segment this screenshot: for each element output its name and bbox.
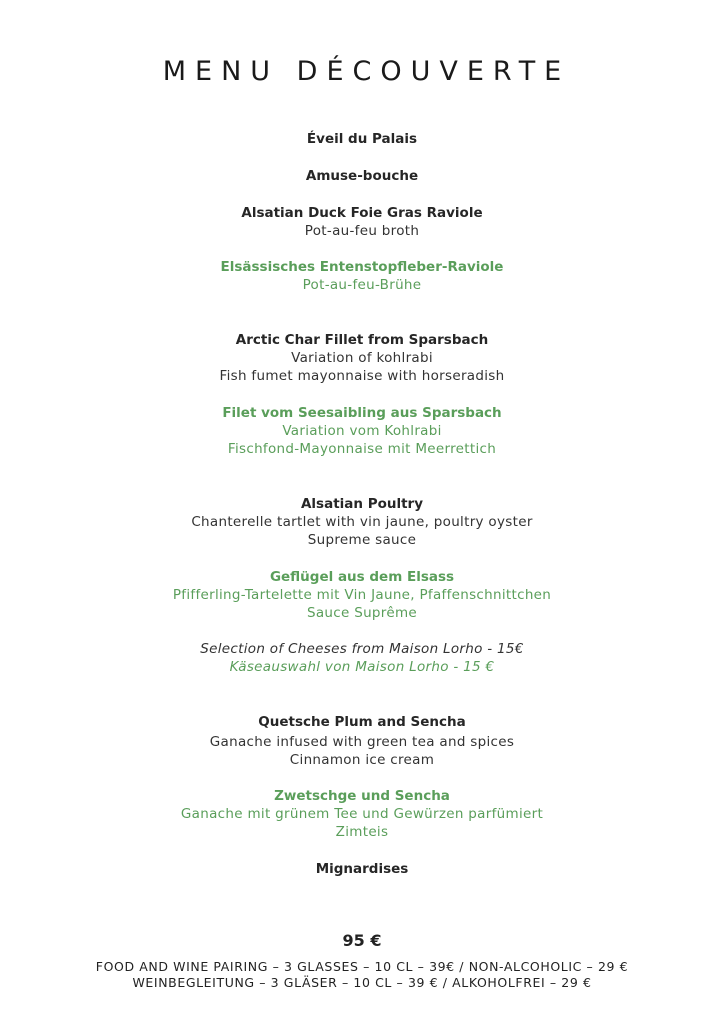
cheese-de: Käseauswahl von Maison Lorho - 15 € <box>229 659 495 675</box>
course4-desc-en-2: Cinnamon ice cream <box>289 752 435 768</box>
course1-desc-de-1: Pot-au-feu-Brühe <box>302 277 422 293</box>
course4-name-en: Quetsche Plum and Sencha <box>258 714 466 730</box>
course1-name-en: Alsatian Duck Foie Gras Raviole <box>241 205 483 221</box>
course1-name-de: Elsässisches Entenstopfleber-Raviole <box>220 259 504 275</box>
course3-desc-en-1: Chanterelle tartlet with vin jaune, poultry oyster <box>191 514 533 530</box>
cheese-en: Selection of Cheeses from Maison Lorho - 15€ <box>200 641 524 657</box>
course3-desc-de-1: Pfifferling-Tartelette mit Vin Jaune, Pfaffenschnittchen <box>172 587 552 603</box>
course2-name-de: Filet vom Seesaibling aus Sparsbach <box>222 405 502 421</box>
course2-desc-de-2: Fischfond-Mayonnaise mit Meerrettich <box>227 441 497 457</box>
course4-name-de: Zwetschge und Sencha <box>274 788 450 804</box>
amuse-heading: Amuse-bouche <box>305 168 419 184</box>
course2-name-en: Arctic Char Fillet from Sparsbach <box>235 332 489 348</box>
mignardises-heading: Mignardises <box>315 861 409 877</box>
menu-price: 95 € <box>342 931 382 950</box>
course2-desc-en-1: Variation of kohlrabi <box>291 350 433 366</box>
pairing-de: WEINBEGLEITUNG – 3 GLÄSER – 10 CL – 39 € / ALKOHOLFREI – 29 € <box>132 975 592 990</box>
course3-name-de: Geflügel aus dem Elsass <box>269 569 455 585</box>
course2-desc-en-2: Fish fumet mayonnaise with horseradish <box>219 368 505 384</box>
course4-desc-de-1: Ganache mit grünem Tee und Gewürzen parfümiert <box>180 806 544 822</box>
course3-name-en: Alsatian Poultry <box>300 496 424 512</box>
course2-desc-de-1: Variation vom Kohlrabi <box>282 423 442 439</box>
course3-desc-de-2: Sauce Suprême <box>306 605 418 621</box>
page-title: MENU DÉCOUVERTE <box>162 56 571 87</box>
course4-desc-en-1: Ganache infused with green tea and spices <box>209 734 515 750</box>
eveil-heading: Éveil du Palais <box>306 131 418 147</box>
course3-desc-en-2: Supreme sauce <box>307 532 417 548</box>
course1-desc-en-1: Pot-au-feu broth <box>304 223 420 239</box>
course4-desc-de-2: Zimteis <box>335 824 389 840</box>
pairing-en: FOOD AND WINE PAIRING – 3 GLASSES – 10 CL – 39€ / NON-ALCOHOLIC – 29 € <box>95 959 629 974</box>
